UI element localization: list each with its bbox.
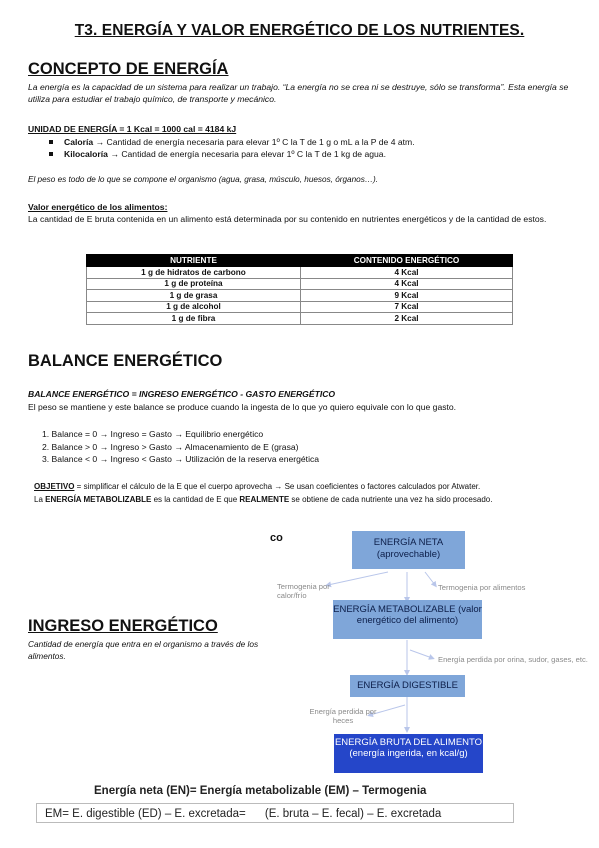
- ingreso-text: Cantidad de energía que entra en el organismo a través de los alimentos.: [28, 639, 259, 661]
- objetivo-label: OBJETIVO: [34, 482, 75, 491]
- bullet-text: → Cantidad de energía necesaria para elevar 1º C la T de 1 kg de agua.: [107, 149, 386, 159]
- valor-heading: Valor energético de los alimentos:: [28, 202, 168, 212]
- column-header: NUTRIENTE: [87, 255, 301, 267]
- nutrient-table: [86, 254, 513, 325]
- bullet-term: Caloría: [64, 137, 94, 147]
- box-energia-metabolizable: [333, 600, 482, 639]
- list-item: 2. Balance > 0 → Ingreso > Gasto → Almacenamiento de E (grasa): [42, 441, 299, 452]
- table-cell: 1 g de fibra: [87, 313, 301, 325]
- table-cell: 2 Kcal: [301, 313, 513, 325]
- list-item: 3. Balance < 0 → Ingreso < Gasto → Utilización de la reserva energética: [42, 454, 320, 464]
- table-row: [87, 267, 513, 279]
- box-energia-digestible: [350, 675, 465, 697]
- box-label: ENERGÍA DIGESTIBLE: [357, 680, 458, 691]
- box-label: ENERGÍA NETA (aprovechable): [373, 537, 444, 560]
- table-row: [87, 301, 513, 313]
- em-definition: [34, 494, 594, 506]
- formula-energia-neta: Energía neta (EN)= Energía metabolizable (EM) – Termogenia: [94, 785, 427, 797]
- em-text: es la cantidad de E que: [151, 495, 240, 504]
- unidad-energia: UNIDAD DE ENERGÍA = 1 Kcal = 1000 cal = 4184 kJ: [28, 124, 237, 134]
- label-termogenia-alimentos: Termogenia por alimentos: [438, 583, 526, 592]
- balance-formula: BALANCE ENERGÉTICO = INGRESO ENERGÉTICO - GASTO ENERGÉTICO: [28, 389, 336, 399]
- section-heading-ingreso: INGRESO ENERGÉTICO: [28, 617, 218, 635]
- table-cell: 7 Kcal: [301, 301, 513, 313]
- table-cell: 4 Kcal: [301, 267, 513, 279]
- section-heading-balance: BALANCE ENERGÉTICO: [28, 352, 223, 370]
- table-cell: 4 Kcal: [301, 278, 513, 290]
- bullet-square-icon: [49, 152, 53, 156]
- label-perdida-orina: Energía perdida por orina, sudor, gases, etc.: [438, 655, 588, 664]
- arrow-perdida-orina: [410, 650, 432, 658]
- column-header: CONTENIDO ENERGÉTICO: [301, 255, 513, 267]
- valor-text: La cantidad de E bruta contenida en un alimento está determinada por su contenido en nutrientes energéticos y de la cantidad de estos.: [28, 214, 547, 224]
- em-text: se obtiene de cada nutriente una vez ha sido procesado.: [289, 495, 493, 504]
- page-title: T3. ENERGÍA Y VALOR ENERGÉTICO DE LOS NUTRIENTES.: [74, 22, 525, 39]
- concepto-intro: La energía es la capacidad de un sistema para realizar un trabajo. “La energía no se crea ni se destruye, sólo se transforma”. Esta energía se utiliza para estudiar el trabajo químico, de transporte y mecánico.: [28, 82, 569, 104]
- box-label: ENERGÍA BRUTA DEL ALIMENTO (energía ingerida, en kcal/g): [334, 737, 483, 759]
- balance-cases-list: [42, 428, 319, 466]
- table-header-row: [87, 255, 513, 267]
- section-heading-concepto: CONCEPTO DE ENERGÍA: [28, 60, 229, 78]
- balance-text: El peso se mantiene y este balance se produce cuando la ingesta de lo que yo quiero equivale con lo que gasto.: [28, 402, 457, 412]
- list-item: [28, 136, 588, 148]
- objetivo-text: = simplificar el cálculo de la E que el cuerpo aprovecha → Se usan coeficientes o factores calculados por Atwater.: [74, 482, 481, 491]
- table-row: [87, 290, 513, 302]
- label-perdida-heces: Energía perdida por heces: [309, 707, 377, 725]
- bullet-text: → Cantidad de energía necesaria para elevar 1º C la T de 1 g o mL a la P de 4 atm.: [93, 137, 415, 147]
- label-termogenia-calor: Termogenia por calor/frío: [277, 582, 330, 600]
- table-cell: 1 g de alcohol: [87, 301, 301, 313]
- em-bold: ENERGÍA METABOLIZABLE: [45, 495, 152, 504]
- table-row: [87, 278, 513, 290]
- em-text: La: [34, 495, 46, 504]
- box-label: ENERGÍA METABOLIZABLE (valor energético del alimento): [333, 604, 482, 626]
- diagram-fragment-text: co: [270, 532, 283, 544]
- peso-definition: El peso es todo de lo que se compone el organismo (agua, grasa, músculo, huesos, órganos…).: [28, 175, 378, 184]
- table-cell: 1 g de grasa: [87, 290, 301, 302]
- box-energia-neta: [352, 531, 465, 569]
- bullet-square-icon: [49, 140, 53, 144]
- em-bold: REALMENTE: [239, 495, 290, 504]
- arrow-termo-alimentos: [425, 572, 435, 585]
- bullet-term: Kilocaloría: [64, 149, 108, 159]
- list-item: [28, 148, 588, 160]
- box-energia-bruta: [334, 734, 483, 773]
- table-cell: 9 Kcal: [301, 290, 513, 302]
- formula-energia-metabolizable: EM= E. digestible (ED) – E. excretada= (E. bruta – E. fecal) – E. excretada: [36, 803, 514, 823]
- table-cell: 1 g de proteína: [87, 278, 301, 290]
- table-cell: 1 g de hidratos de carbono: [87, 267, 301, 279]
- table-row: [87, 313, 513, 325]
- objetivo-line: [34, 481, 594, 493]
- list-item: 1. Balance = 0 → Ingreso = Gasto → Equilibrio energético: [42, 429, 264, 439]
- energy-units-list: [28, 136, 588, 160]
